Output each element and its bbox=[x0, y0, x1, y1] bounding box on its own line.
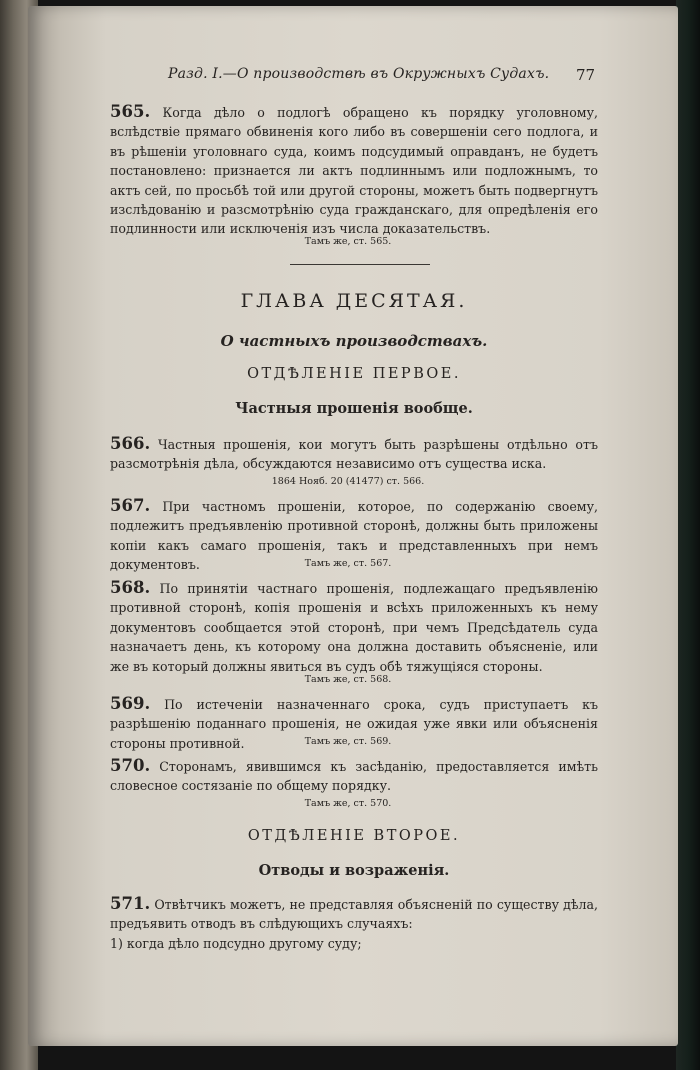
running-header: Разд. I.—О производствѣ въ Окружныхъ Судахъ. bbox=[168, 66, 550, 82]
book-page bbox=[28, 6, 678, 1046]
article-566 bbox=[110, 434, 598, 474]
article-text: По принятіи частнаго прошенія, подлежащаго предъявленію противной сторонѣ, копія прошенія и всѣхъ приложенныхъ къ нему документовъ сообщается этой сторонѣ, при чемъ Предсѣдатель суда назначаетъ день, къ которому она должна доставить объясненіе, или же въ который должны явиться въ судъ обѣ тяжущіяся стороны. bbox=[110, 581, 598, 674]
divider-rule bbox=[290, 264, 430, 265]
section-subtitle: Отводы и возраженія. bbox=[258, 862, 450, 879]
article-565 bbox=[110, 102, 598, 239]
article-text: По истеченіи назначеннаго срока, судъ приступаетъ къ разрѣшенію поданнаго прошенія, не ожидая уже явки или объясненія стороны противной. bbox=[110, 697, 598, 751]
section-subtitle: Частныя прошенія вообще. bbox=[235, 400, 473, 417]
chapter-title: ГЛАВА ДЕСЯТАЯ. bbox=[240, 290, 468, 312]
article-number: 570. bbox=[110, 756, 151, 775]
article-source: 1864 Нояб. 20 (41477) ст. 566. bbox=[271, 476, 425, 487]
article-570 bbox=[110, 756, 598, 796]
article-text: При частномъ прошеніи, которое, по содержанію своему, подлежитъ предъявленію противной сторонѣ, должны быть приложены копіи какъ самаго прошенія, такъ и представленныхъ при немъ документовъ. bbox=[110, 499, 598, 573]
chapter-subtitle: О частныхъ производствахъ. bbox=[220, 332, 488, 350]
article-text: Когда дѣло о подлогѣ обращено къ порядку уголовному, вслѣдствіе прямаго обвиненія кого либо въ совершеніи сего подлога, и въ рѣшеніи уголовнаго суда, коимъ подсудимый оправданъ, не будетъ постановлено: признается ли актъ подлиннымъ или подложнымъ, то актъ сей, по просьбѣ той или другой стороны, можетъ быть подвергнутъ изслѣдованію и разсмотрѣнію суда гражданскаго, для опредѣленія его подлинности или исключенія изъ числа доказательствъ. bbox=[110, 105, 598, 237]
article-text: Частныя прошенія, кои могутъ быть разрѣшены отдѣльно отъ разсмотрѣнія дѣла, обсуждаются независимо отъ существа иска. bbox=[110, 437, 598, 472]
article-number: 565. bbox=[110, 102, 151, 121]
article-text: Отвѣтчикъ можетъ, не представляя объясненій по существу дѣла, предъявить отводъ въ слѣдующихъ случаяхъ: bbox=[110, 897, 598, 932]
article-source: Тамъ же, ст. 568. bbox=[304, 674, 392, 685]
article-571 bbox=[110, 894, 598, 953]
page-number: 77 bbox=[576, 66, 596, 84]
article-source: Тамъ же, ст. 565. bbox=[304, 236, 392, 247]
article-number: 571. bbox=[110, 894, 151, 913]
article-number: 569. bbox=[110, 694, 151, 713]
article-number: 566. bbox=[110, 434, 151, 453]
article-source: Тамъ же, ст. 567. bbox=[304, 558, 392, 569]
list-item: 1) когда дѣло подсудно другому суду; bbox=[110, 935, 362, 951]
article-text: Сторонамъ, явившимся къ засѣданію, предоставляется имѣть словесное состязаніе по общему порядку. bbox=[110, 759, 598, 794]
article-568 bbox=[110, 578, 598, 676]
section-title: ОТДѢЛЕНІЕ ВТОРОЕ. bbox=[247, 828, 461, 844]
article-number: 567. bbox=[110, 496, 151, 515]
article-source: Тамъ же, ст. 569. bbox=[304, 736, 392, 747]
section-title: ОТДѢЛЕНІЕ ПЕРВОЕ. bbox=[247, 366, 461, 382]
book-cover-edge bbox=[676, 0, 700, 1070]
article-source: Тамъ же, ст. 570. bbox=[304, 798, 392, 809]
article-number: 568. bbox=[110, 578, 151, 597]
